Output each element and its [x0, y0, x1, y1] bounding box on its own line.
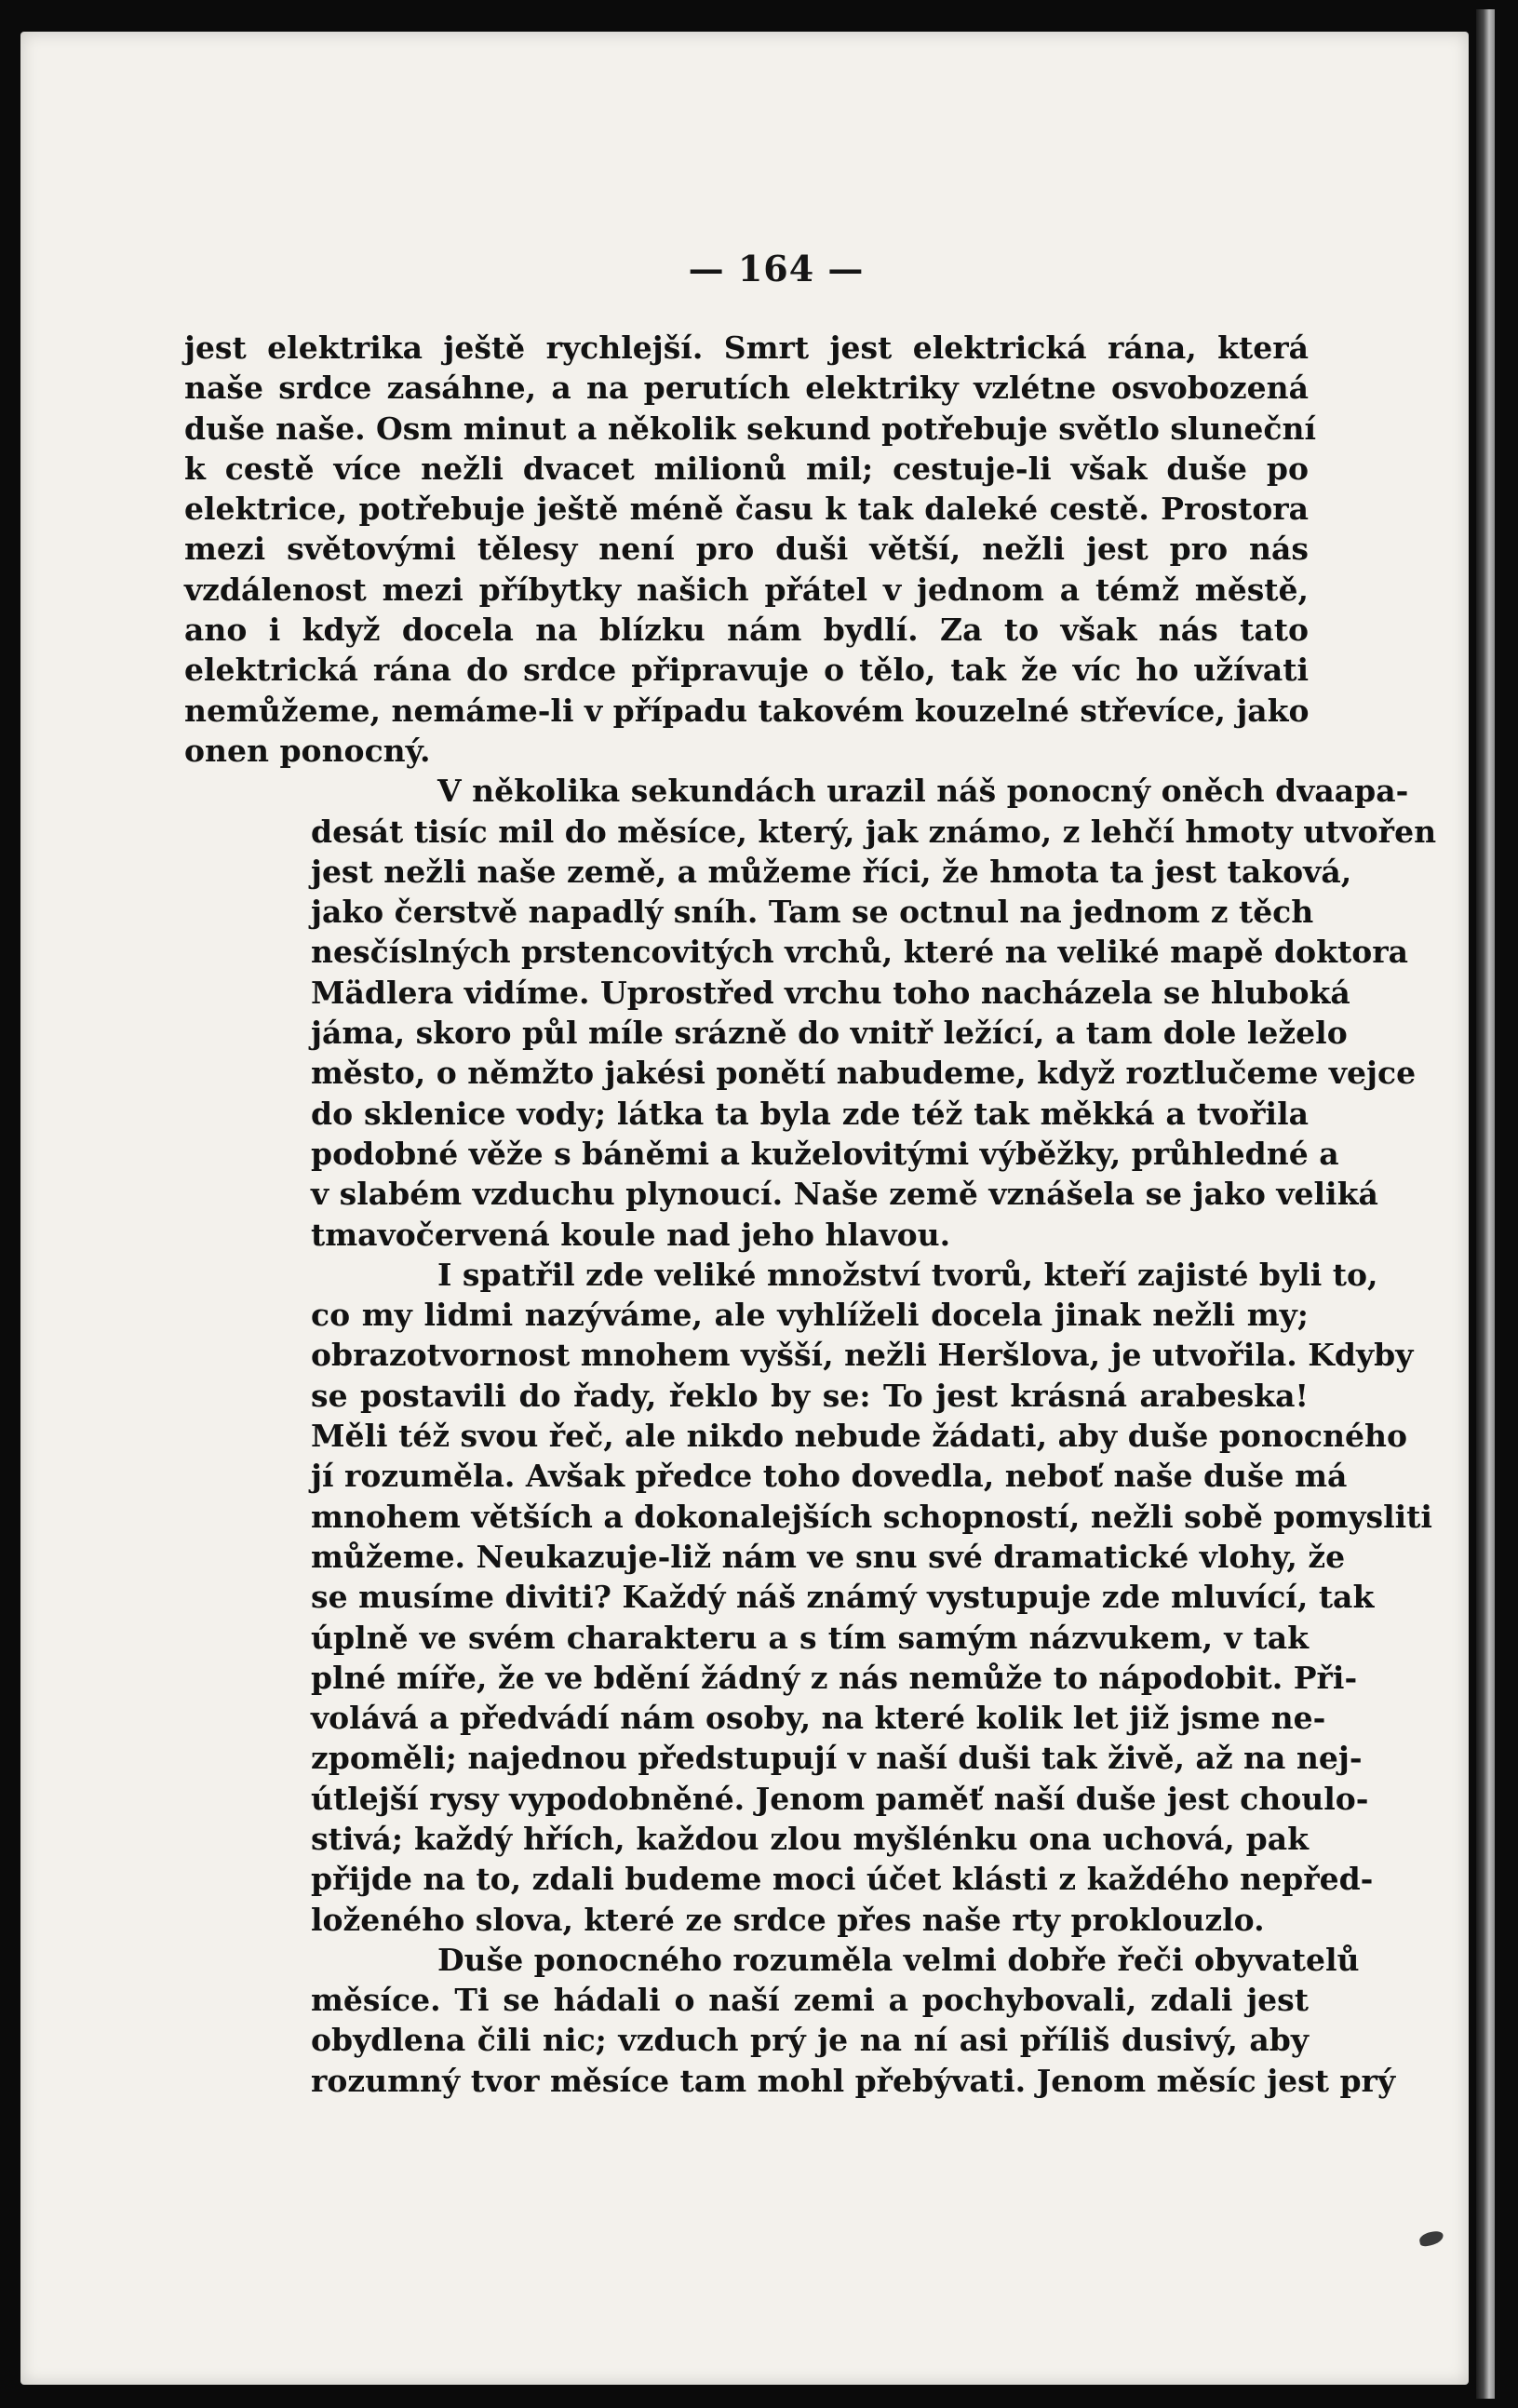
text-line: co my lidmi nazýváme, ale vyhlíželi docela jinak nežli my;: [311, 1297, 1309, 1334]
text-line: jí rozuměla. Avšak předce toho dovedla, neboť naše duše má: [311, 1458, 1348, 1495]
text-line: nemůžeme, nemáme-li v případu takovém kouzelné střevíce, jako: [184, 692, 1310, 729]
text-line: obrazotvornost mnohem vyšší, nežli Heršlova, je utvořila. Kdyby: [311, 1337, 1414, 1374]
text-line: zpoměli; najednou předstupují v naší duši tak živě, až na nej-: [311, 1740, 1363, 1777]
paragraph: [184, 1255, 1432, 1940]
text-line: ano i když docela na blízku nám bydlí. Za to však nás tato: [184, 612, 1309, 649]
text-line: onen ponocný.: [184, 732, 431, 769]
text-line: jest elektrika ještě rychlejší. Smrt jest elektrická rána, která: [184, 330, 1309, 366]
text-line: stivá; každý hřích, každou zlou myšlénku ona uchová, pak: [311, 1820, 1309, 1857]
paragraph: [184, 1940, 1396, 2101]
text-line: se postavili do řady, řeklo by se: To jest krásná arabeska!: [311, 1377, 1309, 1414]
text-line: Měli též svou řeč, ale nikdo nebude žádati, aby duše ponocného: [311, 1418, 1407, 1455]
book-page: [20, 32, 1469, 2385]
text-line: rozumný tvor měsíce tam mohl přebývati. Jenom měsíc jest prý: [311, 2062, 1396, 2099]
text-line: město, o němžto jakési ponětí nabudeme, když roztlučeme vejce: [311, 1055, 1417, 1092]
text-line: V několika sekundách urazil náš ponocný oněch dvaapa-: [437, 773, 1409, 810]
text-line: jest nežli naše země, a můžeme říci, že hmota ta jest taková,: [311, 853, 1352, 890]
text-line: nesčíslných prstencovitých vrchů, které na veliké mapě doktora: [311, 934, 1409, 971]
paragraph: [184, 771, 1437, 1255]
text-line: obydlena čili nic; vzduch prý je na ní asi příliš dusivý, aby: [311, 2022, 1309, 2059]
body-text: [184, 328, 1437, 2101]
paragraph: [184, 328, 1317, 771]
text-line: se musíme diviti? Každý náš známý vystupuje zde mluvící, tak: [311, 1579, 1375, 1616]
text-line: I spatřil zde veliké množství tvorů, kteří zajisté byli to,: [437, 1256, 1378, 1293]
text-line: mnohem větších a dokonalejších schopností, nežli sobě pomysliti: [311, 1498, 1432, 1535]
text-line: útlejší rysy vypodobněné. Jenom paměť naší duše jest choulo-: [311, 1780, 1369, 1817]
text-line: podobné věže s báněmi a kuželovitými výběžky, průhledné a: [311, 1135, 1339, 1172]
text-line: vzdálenost mezi příbytky našich přátel v jednom a témž městě,: [184, 571, 1309, 608]
text-line: Duše ponocného rozuměla velmi dobře řeči obyvatelů: [437, 1941, 1360, 1978]
text-line: plné míře, že ve bdění žádný z nás nemůže to nápodobit. Při-: [311, 1659, 1358, 1696]
text-line: jáma, skoro půl míle srázně do vnitř ležící, a tam dole leželo: [311, 1015, 1348, 1052]
text-line: duše naše. Osm minut a několik sekund potřebuje světlo sluneční: [184, 410, 1317, 447]
text-line: desát tisíc mil do měsíce, který, jak známo, z lehčí hmoty utvořen: [311, 813, 1437, 850]
text-line: mezi světovými tělesy není pro duši větší, nežli jest pro nás: [184, 531, 1309, 568]
book-gutter-edge: [1476, 9, 1495, 2399]
text-line: v slabém vzduchu plynoucí. Naše země vznášela se jako veliká: [311, 1176, 1378, 1213]
text-line: měsíce. Ti se hádali o naší zemi a pochybovali, zdali jest: [311, 1982, 1309, 2019]
page-number: — 164 —: [688, 248, 865, 289]
text-line: loženého slova, které ze srdce přes naše rty proklouzlo.: [311, 1901, 1265, 1938]
text-line: můžeme. Neukazuje-liž nám ve snu své dramatické vlohy, že: [311, 1538, 1346, 1575]
text-line: elektrice, potřebuje ještě méně času k tak daleké cestě. Prostora: [184, 491, 1309, 528]
text-line: k cestě více nežli dvacet milionů mil; cestuje-li však duše po: [184, 450, 1309, 487]
text-line: Mädlera vidíme. Uprostřed vrchu toho nacházela se hluboká: [311, 974, 1350, 1011]
text-line: jako čerstvě napadlý sníh. Tam se octnul na jednom z těch: [311, 894, 1314, 931]
text-line: volává a předvádí nám osoby, na které kolik let již jsme ne-: [311, 1700, 1326, 1737]
text-line: přijde na to, zdali budeme moci účet klásti z každého nepřed-: [311, 1861, 1374, 1898]
text-line: naše srdce zasáhne, a na perutích elektriky vzlétne osvobozená: [184, 370, 1309, 407]
text-line: elektrická rána do srdce připravuje o tělo, tak že víc ho užívati: [184, 652, 1309, 689]
text-line: úplně ve svém charakteru a s tím samým názvukem, v tak: [311, 1619, 1309, 1656]
text-line: do sklenice vody; látka ta byla zde též tak měkká a tvořila: [311, 1095, 1309, 1132]
text-line: tmavočervená koule nad jeho hlavou.: [311, 1216, 951, 1253]
